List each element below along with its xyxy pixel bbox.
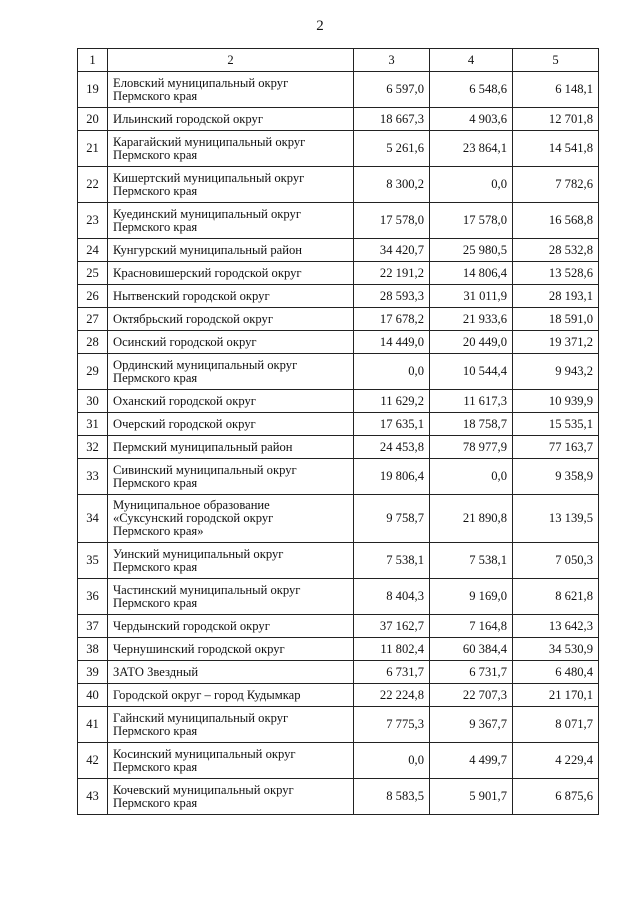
value-col-4: 78 977,9 bbox=[430, 436, 513, 459]
row-number: 41 bbox=[78, 707, 108, 743]
municipality-name: Октябрьский городской округ bbox=[108, 308, 354, 331]
value-col-5: 19 371,2 bbox=[513, 331, 599, 354]
value-col-3: 22 224,8 bbox=[354, 684, 430, 707]
value-col-3: 11 802,4 bbox=[354, 638, 430, 661]
municipality-name: Уинский муниципальный округ Пермского края bbox=[108, 543, 354, 579]
budget-table bbox=[77, 48, 599, 815]
value-col-5: 28 532,8 bbox=[513, 239, 599, 262]
row-number: 35 bbox=[78, 543, 108, 579]
table-row bbox=[78, 743, 599, 779]
municipality-name: Пермский муниципальный район bbox=[108, 436, 354, 459]
value-col-3: 7 775,3 bbox=[354, 707, 430, 743]
municipality-name: Кочевский муниципальный округ Пермского края bbox=[108, 779, 354, 815]
value-col-3: 17 578,0 bbox=[354, 203, 430, 239]
municipality-name: Ординский муниципальный округ Пермского края bbox=[108, 354, 354, 390]
table-row bbox=[78, 543, 599, 579]
value-col-5: 13 528,6 bbox=[513, 262, 599, 285]
value-col-4: 9 367,7 bbox=[430, 707, 513, 743]
municipality-name: Еловский муниципальный округ Пермского края bbox=[108, 72, 354, 108]
value-col-4: 18 758,7 bbox=[430, 413, 513, 436]
municipality-name: Частинский муниципальный округ Пермского края bbox=[108, 579, 354, 615]
row-number: 24 bbox=[78, 239, 108, 262]
value-col-3: 37 162,7 bbox=[354, 615, 430, 638]
table-body bbox=[78, 49, 599, 815]
municipality-name: Чернушинский городской округ bbox=[108, 638, 354, 661]
row-number: 28 bbox=[78, 331, 108, 354]
municipality-name: Карагайский муниципальный округ Пермского края bbox=[108, 131, 354, 167]
value-col-4: 9 169,0 bbox=[430, 579, 513, 615]
value-col-3: 8 404,3 bbox=[354, 579, 430, 615]
value-col-3: 6 597,0 bbox=[354, 72, 430, 108]
header-col-1: 1 bbox=[78, 49, 108, 72]
value-col-5: 8 071,7 bbox=[513, 707, 599, 743]
row-number: 25 bbox=[78, 262, 108, 285]
table-row bbox=[78, 390, 599, 413]
value-col-4: 23 864,1 bbox=[430, 131, 513, 167]
value-col-4: 11 617,3 bbox=[430, 390, 513, 413]
table-row bbox=[78, 579, 599, 615]
value-col-5: 9 943,2 bbox=[513, 354, 599, 390]
table-row bbox=[78, 131, 599, 167]
value-col-5: 8 621,8 bbox=[513, 579, 599, 615]
municipality-name: Муниципальное образование «Суксунский городской округ Пермского края» bbox=[108, 495, 354, 543]
value-col-3: 9 758,7 bbox=[354, 495, 430, 543]
row-number: 40 bbox=[78, 684, 108, 707]
value-col-3: 14 449,0 bbox=[354, 331, 430, 354]
municipality-name: Красновишерский городской округ bbox=[108, 262, 354, 285]
municipality-name: Чердынский городской округ bbox=[108, 615, 354, 638]
value-col-4: 7 538,1 bbox=[430, 543, 513, 579]
row-number: 31 bbox=[78, 413, 108, 436]
value-col-3: 18 667,3 bbox=[354, 108, 430, 131]
table-row bbox=[78, 661, 599, 684]
municipality-name: Сивинский муниципальный округ Пермского края bbox=[108, 459, 354, 495]
row-number: 26 bbox=[78, 285, 108, 308]
value-col-5: 14 541,8 bbox=[513, 131, 599, 167]
table-row bbox=[78, 262, 599, 285]
municipality-name: Оханский городской округ bbox=[108, 390, 354, 413]
value-col-5: 10 939,9 bbox=[513, 390, 599, 413]
value-col-5: 77 163,7 bbox=[513, 436, 599, 459]
value-col-5: 7 782,6 bbox=[513, 167, 599, 203]
row-number: 36 bbox=[78, 579, 108, 615]
value-col-4: 60 384,4 bbox=[430, 638, 513, 661]
value-col-4: 14 806,4 bbox=[430, 262, 513, 285]
municipality-name: Гайнский муниципальный округ Пермского края bbox=[108, 707, 354, 743]
table-row bbox=[78, 108, 599, 131]
value-col-3: 5 261,6 bbox=[354, 131, 430, 167]
table-row bbox=[78, 638, 599, 661]
value-col-5: 13 139,5 bbox=[513, 495, 599, 543]
municipality-name: Кишертский муниципальный округ Пермского края bbox=[108, 167, 354, 203]
value-col-4: 5 901,7 bbox=[430, 779, 513, 815]
value-col-3: 0,0 bbox=[354, 743, 430, 779]
row-number: 42 bbox=[78, 743, 108, 779]
value-col-5: 21 170,1 bbox=[513, 684, 599, 707]
value-col-3: 22 191,2 bbox=[354, 262, 430, 285]
municipality-name: Ильинский городской округ bbox=[108, 108, 354, 131]
row-number: 32 bbox=[78, 436, 108, 459]
value-col-4: 31 011,9 bbox=[430, 285, 513, 308]
table-row bbox=[78, 495, 599, 543]
table-row bbox=[78, 72, 599, 108]
row-number: 23 bbox=[78, 203, 108, 239]
value-col-5: 13 642,3 bbox=[513, 615, 599, 638]
value-col-4: 4 903,6 bbox=[430, 108, 513, 131]
row-number: 43 bbox=[78, 779, 108, 815]
table-row bbox=[78, 684, 599, 707]
row-number: 38 bbox=[78, 638, 108, 661]
value-col-4: 6 548,6 bbox=[430, 72, 513, 108]
row-number: 30 bbox=[78, 390, 108, 413]
page-number: 2 bbox=[316, 18, 324, 34]
value-col-4: 6 731,7 bbox=[430, 661, 513, 684]
value-col-4: 17 578,0 bbox=[430, 203, 513, 239]
table-row bbox=[78, 413, 599, 436]
municipality-name: ЗАТО Звездный bbox=[108, 661, 354, 684]
row-number: 33 bbox=[78, 459, 108, 495]
value-col-4: 20 449,0 bbox=[430, 331, 513, 354]
row-number: 22 bbox=[78, 167, 108, 203]
header-col-5: 5 bbox=[513, 49, 599, 72]
table-row bbox=[78, 615, 599, 638]
table-row bbox=[78, 779, 599, 815]
value-col-3: 34 420,7 bbox=[354, 239, 430, 262]
value-col-3: 17 678,2 bbox=[354, 308, 430, 331]
value-col-5: 7 050,3 bbox=[513, 543, 599, 579]
row-number: 27 bbox=[78, 308, 108, 331]
header-col-3: 3 bbox=[354, 49, 430, 72]
table-row bbox=[78, 707, 599, 743]
table-row bbox=[78, 354, 599, 390]
value-col-4: 4 499,7 bbox=[430, 743, 513, 779]
table-row bbox=[78, 239, 599, 262]
value-col-3: 17 635,1 bbox=[354, 413, 430, 436]
value-col-4: 7 164,8 bbox=[430, 615, 513, 638]
value-col-3: 7 538,1 bbox=[354, 543, 430, 579]
row-number: 21 bbox=[78, 131, 108, 167]
value-col-3: 0,0 bbox=[354, 354, 430, 390]
table-row bbox=[78, 203, 599, 239]
row-number: 19 bbox=[78, 72, 108, 108]
row-number: 39 bbox=[78, 661, 108, 684]
table-row bbox=[78, 308, 599, 331]
row-number: 34 bbox=[78, 495, 108, 543]
municipality-name: Косинский муниципальный округ Пермского края bbox=[108, 743, 354, 779]
value-col-5: 12 701,8 bbox=[513, 108, 599, 131]
table-row bbox=[78, 459, 599, 495]
table-row bbox=[78, 331, 599, 354]
value-col-3: 8 300,2 bbox=[354, 167, 430, 203]
value-col-5: 4 229,4 bbox=[513, 743, 599, 779]
municipality-name: Осинский городской округ bbox=[108, 331, 354, 354]
table-row bbox=[78, 436, 599, 459]
value-col-3: 6 731,7 bbox=[354, 661, 430, 684]
row-number: 29 bbox=[78, 354, 108, 390]
value-col-3: 8 583,5 bbox=[354, 779, 430, 815]
municipality-name: Нытвенский городской округ bbox=[108, 285, 354, 308]
value-col-5: 15 535,1 bbox=[513, 413, 599, 436]
municipality-name: Куединский муниципальный округ Пермского края bbox=[108, 203, 354, 239]
value-col-5: 16 568,8 bbox=[513, 203, 599, 239]
value-col-5: 34 530,9 bbox=[513, 638, 599, 661]
value-col-4: 22 707,3 bbox=[430, 684, 513, 707]
value-col-3: 24 453,8 bbox=[354, 436, 430, 459]
table-row bbox=[78, 285, 599, 308]
value-col-4: 0,0 bbox=[430, 459, 513, 495]
row-number: 20 bbox=[78, 108, 108, 131]
row-number: 37 bbox=[78, 615, 108, 638]
header-col-4: 4 bbox=[430, 49, 513, 72]
value-col-5: 6 875,6 bbox=[513, 779, 599, 815]
value-col-5: 6 148,1 bbox=[513, 72, 599, 108]
municipality-name: Кунгурский муниципальный район bbox=[108, 239, 354, 262]
value-col-5: 6 480,4 bbox=[513, 661, 599, 684]
value-col-3: 28 593,3 bbox=[354, 285, 430, 308]
value-col-4: 10 544,4 bbox=[430, 354, 513, 390]
value-col-5: 18 591,0 bbox=[513, 308, 599, 331]
value-col-4: 25 980,5 bbox=[430, 239, 513, 262]
table-header-row bbox=[78, 49, 599, 72]
value-col-5: 9 358,9 bbox=[513, 459, 599, 495]
value-col-3: 19 806,4 bbox=[354, 459, 430, 495]
value-col-4: 21 890,8 bbox=[430, 495, 513, 543]
value-col-5: 28 193,1 bbox=[513, 285, 599, 308]
header-col-2: 2 bbox=[108, 49, 354, 72]
value-col-3: 11 629,2 bbox=[354, 390, 430, 413]
table-row bbox=[78, 167, 599, 203]
municipality-name: Очерский городской округ bbox=[108, 413, 354, 436]
municipality-name: Городской округ – город Кудымкар bbox=[108, 684, 354, 707]
value-col-4: 21 933,6 bbox=[430, 308, 513, 331]
value-col-4: 0,0 bbox=[430, 167, 513, 203]
